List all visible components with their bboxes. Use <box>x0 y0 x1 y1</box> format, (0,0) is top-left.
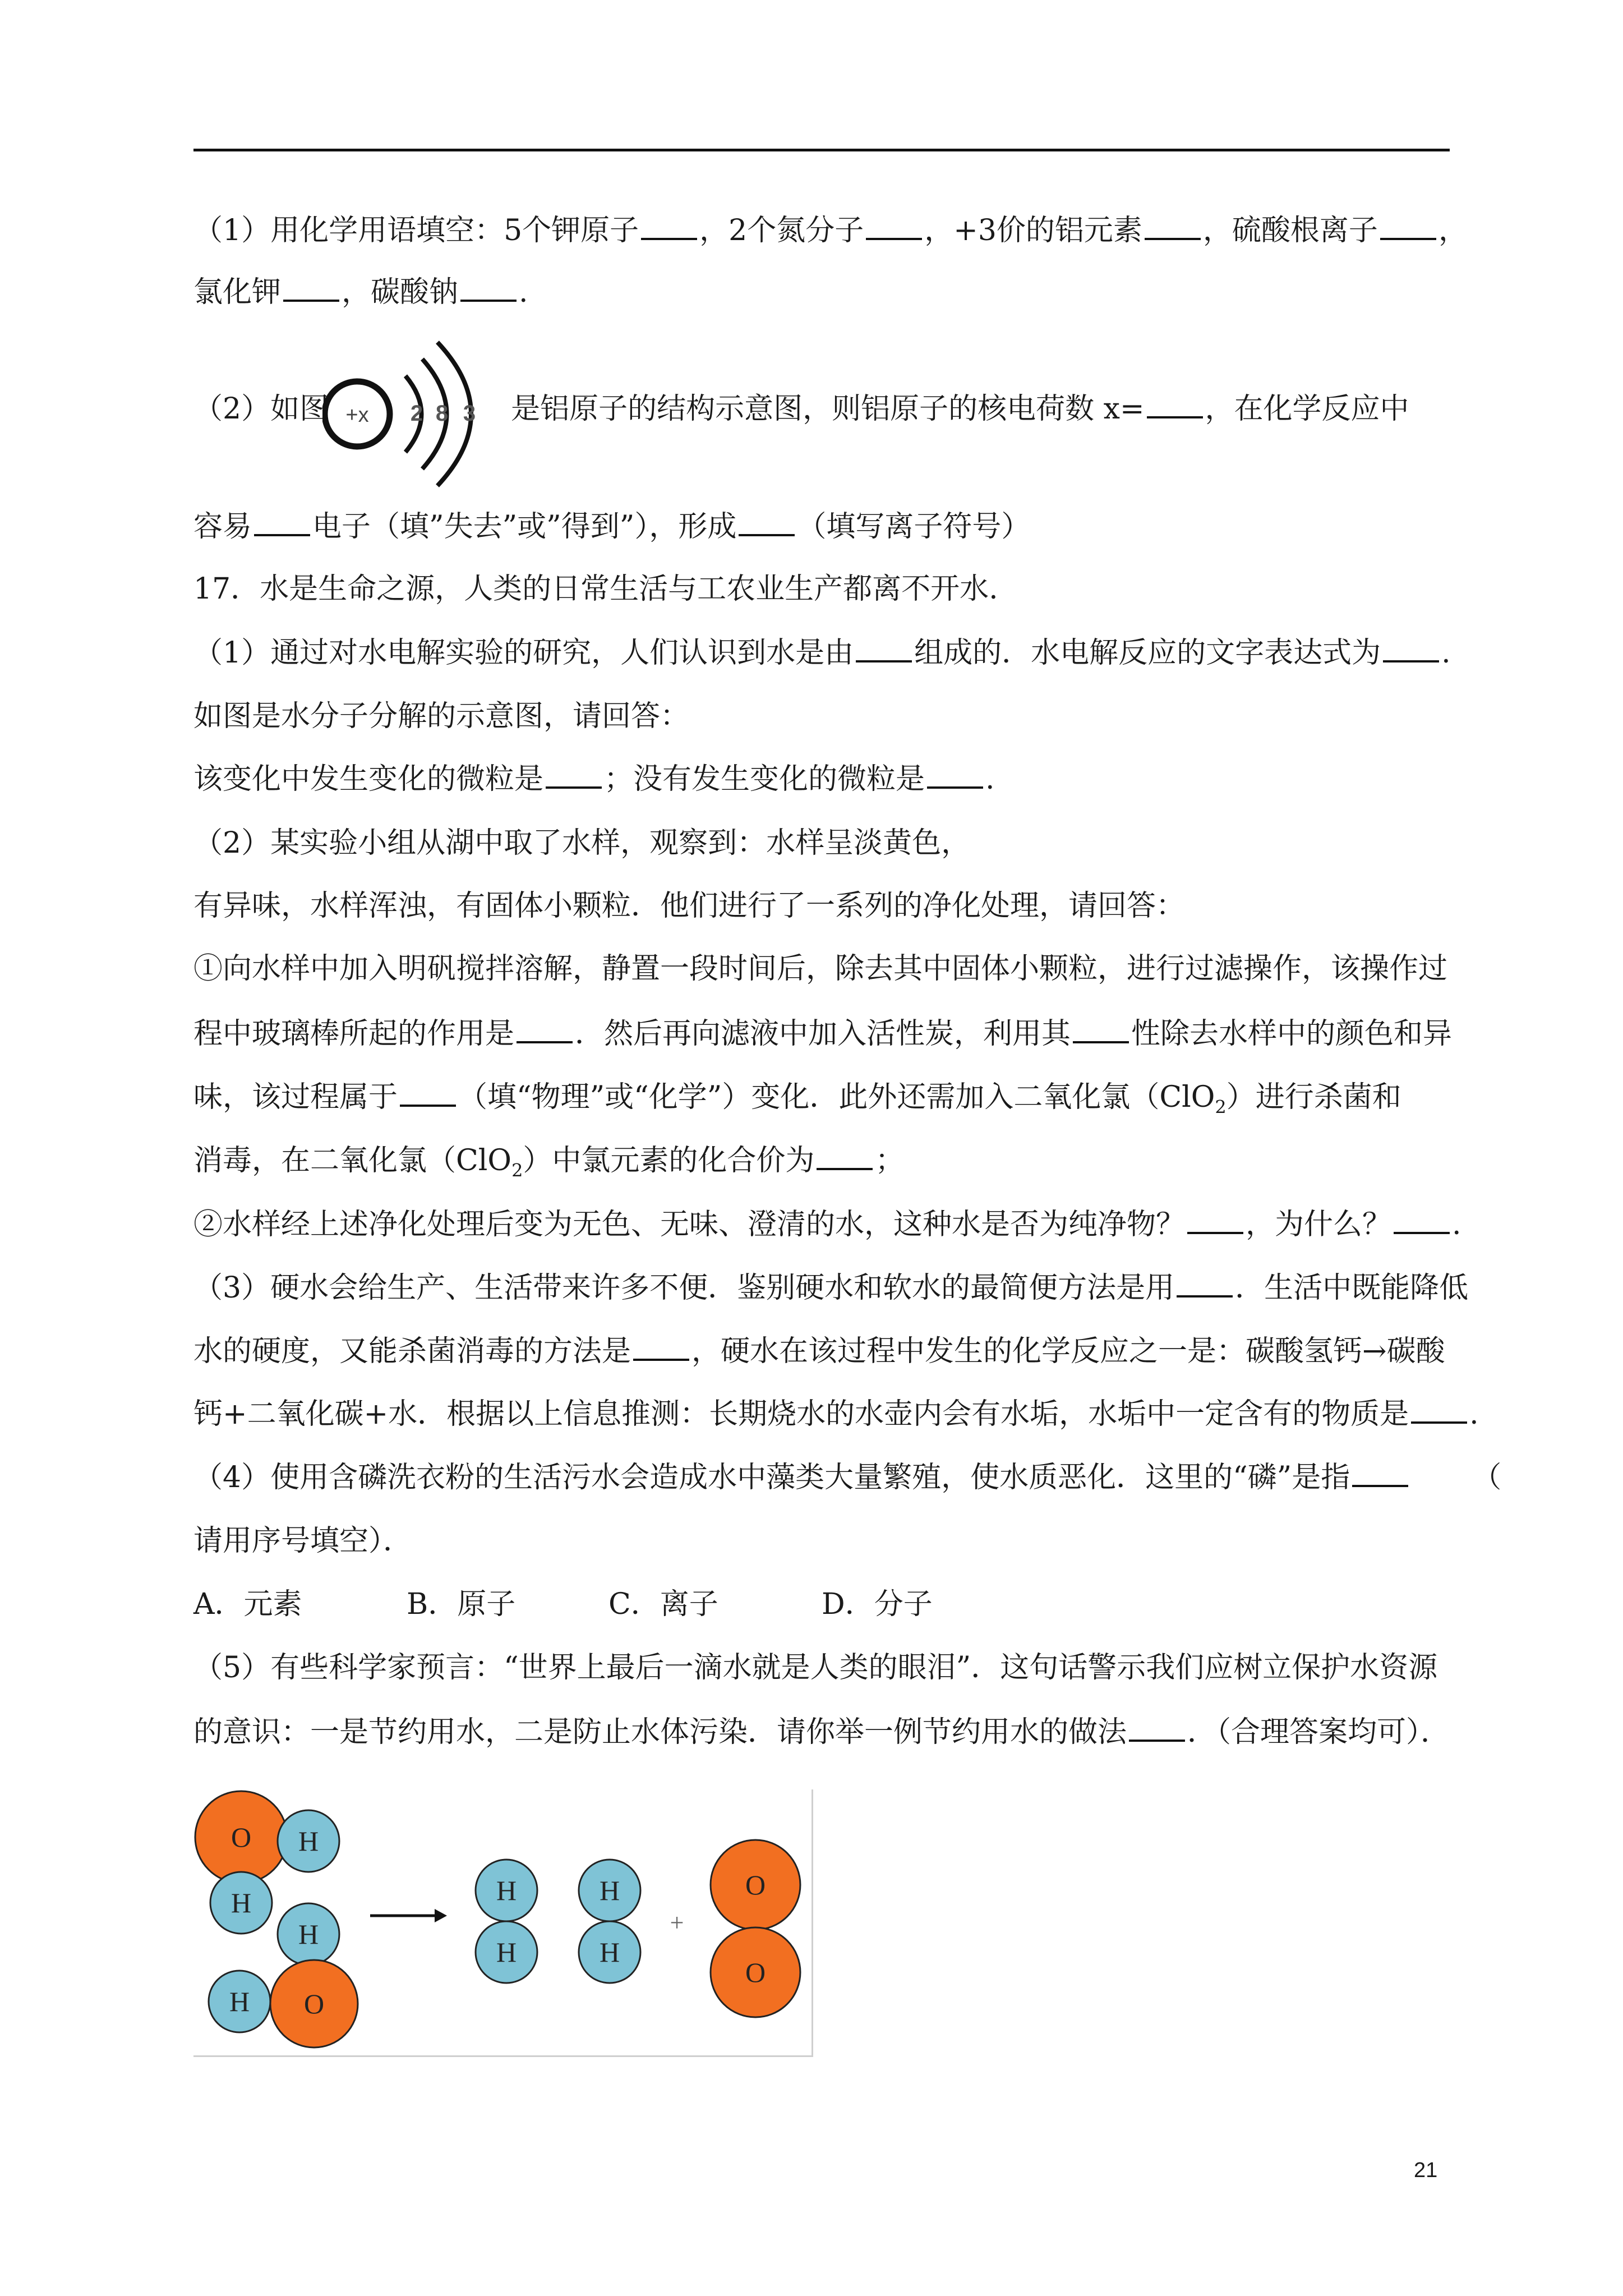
question-16-2-line-2 <box>193 509 1030 544</box>
text: 性除去水样中的颜色和异 <box>1131 1017 1453 1051</box>
choice-b: B．原子 <box>407 1588 516 1621</box>
question-17-3-line-1 <box>193 1271 1468 1305</box>
choice-d: D．分子 <box>822 1588 933 1621</box>
page-number: 21 <box>1414 2159 1438 2182</box>
question-17-4-line-2: 请用序号填空）． <box>193 1524 413 1558</box>
text: . <box>985 762 995 796</box>
text: 消毒，在二氧化氯（ClO <box>193 1144 512 1177</box>
atom-label: O <box>745 1869 766 1901</box>
question-17-1-line-3 <box>193 762 995 796</box>
text: ，+3价的铝元素 <box>924 214 1142 247</box>
text: ．（合理答案均可）． <box>1187 1715 1450 1749</box>
question-17-2-line-2: 有异味，水样浑浊，有固体小颗粒．他们进行了一系列的净化处理，请回答： <box>193 889 1186 923</box>
text: 氯化钾 <box>193 275 282 309</box>
text: （1）通过对水电解实验的研究，人们认识到水是由 <box>193 636 854 670</box>
text: 水的硬度，又能杀菌消毒的方法是 <box>193 1335 631 1368</box>
atom-label: O <box>745 1957 766 1988</box>
question-17-2-line-7 <box>193 1207 1461 1241</box>
text: ；没有发生变化的微粒是 <box>604 762 925 796</box>
answer-blank <box>739 509 795 536</box>
text: ， <box>1438 214 1468 247</box>
choice-a: A．元素 <box>193 1588 302 1621</box>
answer-blank <box>1352 1460 1408 1487</box>
text: ）中氯元素的化合价为 <box>523 1144 815 1177</box>
answer-blank <box>460 275 517 302</box>
answer-blank <box>927 762 983 789</box>
text: ，硬水在该过程中发生的化学反应之一是：碳酸氢钙→碳酸 <box>691 1335 1445 1368</box>
text: ②水样经上述净化处理后变为无色、无味、澄清的水，这种水是否为纯净物？ <box>193 1208 1186 1241</box>
header-rule <box>193 149 1450 151</box>
answer-blank <box>1129 1715 1185 1742</box>
text: ，硫酸根离子 <box>1202 214 1378 247</box>
atom-label: O <box>303 1988 325 2019</box>
answer-blank <box>641 213 697 240</box>
shell-2-electrons: 8 <box>435 401 449 426</box>
text: . <box>1452 1208 1461 1241</box>
atom-label: H <box>298 1825 319 1857</box>
atom-label: O <box>230 1821 252 1853</box>
answer-blank <box>254 509 310 536</box>
reaction-arrow <box>370 1909 447 1922</box>
text: . <box>1441 636 1451 670</box>
text: 电子（填”失去”或”得到”），形成 <box>312 510 737 544</box>
question-16-1-line-2 <box>193 275 528 309</box>
question-17-2-line-5 <box>193 1080 1401 1124</box>
question-17-3-line-2 <box>193 1334 1445 1368</box>
shell-3-electrons: 3 <box>463 401 476 426</box>
plus-sign: + <box>670 1909 684 1936</box>
text: 容易 <box>193 510 252 544</box>
text: （填写离子符号） <box>797 510 1031 544</box>
answer-blank <box>1147 392 1203 418</box>
question-17-4-choices <box>193 1588 933 1621</box>
text: （ <box>1472 1461 1502 1494</box>
text: ，2个氮分子 <box>699 214 864 247</box>
aluminum-atom-structure-diagram <box>322 337 491 494</box>
text: （3）硬水会给生产、生活带来许多不便．鉴别硬水和软水的最简便方法是用 <box>193 1271 1175 1305</box>
atom-label: H <box>599 1875 620 1906</box>
text: ．然后再向滤液中加入活性炭，利用其 <box>575 1017 1071 1051</box>
answer-blank <box>856 636 912 662</box>
answer-blank <box>1177 1271 1233 1297</box>
answer-blank <box>1187 1207 1243 1234</box>
text: . <box>519 275 528 309</box>
question-17-2-line-3: ①向水样中加入明矾搅拌溶解，静置一段时间后，除去其中固体小颗粒，进行过滤操作，该操作过 <box>193 952 1448 986</box>
question-17-3-line-3 <box>193 1397 1479 1431</box>
text: 钙+二氧化碳+水．根据以上信息推测：长期烧水的水壶内会有水垢，水垢中一定含有的物质是 <box>193 1397 1409 1431</box>
text: （2）如图 <box>193 392 329 426</box>
question-17-1-line-1 <box>193 636 1451 670</box>
answer-blank <box>517 1016 573 1043</box>
atom-label: H <box>298 1918 319 1950</box>
text: （1）用化学用语填空：5个钾原子 <box>193 214 639 247</box>
text: ，为什么？ <box>1246 1208 1392 1241</box>
subscript: 2 <box>1215 1096 1227 1118</box>
answer-blank <box>400 1080 456 1107</box>
answer-blank <box>1073 1016 1129 1043</box>
text: 味，该过程属于 <box>193 1080 398 1114</box>
question-17-2-line-6 <box>193 1143 904 1187</box>
water-molecule-decomposition-diagram <box>193 1789 813 2057</box>
atom-label: H <box>229 1986 250 2017</box>
subscript: 2 <box>511 1159 523 1181</box>
shell-1-electrons: 2 <box>410 401 423 426</box>
choice-c: C．离子 <box>608 1588 718 1621</box>
question-17-stem: 17．水是生命之源，人类的日常生活与工农业生产都离不开水. <box>193 572 998 606</box>
text: 是铝原子的结构示意图，则铝原子的核电荷数 x= <box>511 392 1145 426</box>
question-17-2-line-1: （2）某实验小组从湖中取了水样，观察到：水样呈淡黄色， <box>193 826 971 860</box>
text: （填“物理”或“化学”）变化．此外还需加入二氧化氯（ClO <box>458 1080 1215 1114</box>
text: ，碳酸钠 <box>342 275 459 309</box>
atom-label: H <box>496 1875 517 1906</box>
atom-label: H <box>496 1936 517 1968</box>
answer-blank <box>1394 1207 1450 1234</box>
question-17-5-line-1: （5）有些科学家预言：“世界上最后一滴水就是人类的眼泪”．这句话警示我们应树立保护水资源 <box>193 1651 1438 1685</box>
answer-blank <box>1411 1397 1467 1424</box>
question-17-5-line-2 <box>193 1715 1450 1749</box>
text: （4）使用含磷洗衣粉的生活污水会造成水中藻类大量繁殖，使水质恶化．这里的“磷”是指 <box>193 1461 1350 1494</box>
question-17-1-line-2: 如图是水分子分解的示意图，请回答： <box>193 700 690 733</box>
answer-blank <box>546 762 602 789</box>
text: 组成的．水电解反应的文字表达式为 <box>914 636 1381 670</box>
text: 程中玻璃棒所起的作用是 <box>193 1017 515 1051</box>
question-17-4-line-1 <box>193 1460 1501 1494</box>
answer-blank <box>817 1143 873 1170</box>
question-17-2-line-4 <box>193 1016 1452 1051</box>
atom-label: H <box>230 1887 252 1918</box>
answer-blank <box>1380 213 1436 240</box>
answer-blank <box>1145 213 1201 240</box>
nucleus-charge: +x <box>345 403 369 427</box>
text: ，在化学反应中 <box>1205 392 1409 426</box>
text: . <box>1469 1397 1479 1431</box>
text: 的意识：一是节约用水，二是防止水体污染．请你举一例节约用水的做法 <box>193 1715 1127 1749</box>
question-16-1-line-1 <box>193 213 1468 247</box>
text: ； <box>875 1144 905 1177</box>
answer-blank <box>866 213 922 240</box>
text: ）进行杀菌和 <box>1226 1080 1401 1114</box>
answer-blank <box>633 1334 689 1361</box>
text: ．生活中既能降低 <box>1235 1271 1469 1305</box>
answer-blank <box>283 275 339 302</box>
atom-label: H <box>599 1936 620 1968</box>
text: 该变化中发生变化的微粒是 <box>193 762 544 796</box>
answer-blank <box>1383 636 1439 662</box>
